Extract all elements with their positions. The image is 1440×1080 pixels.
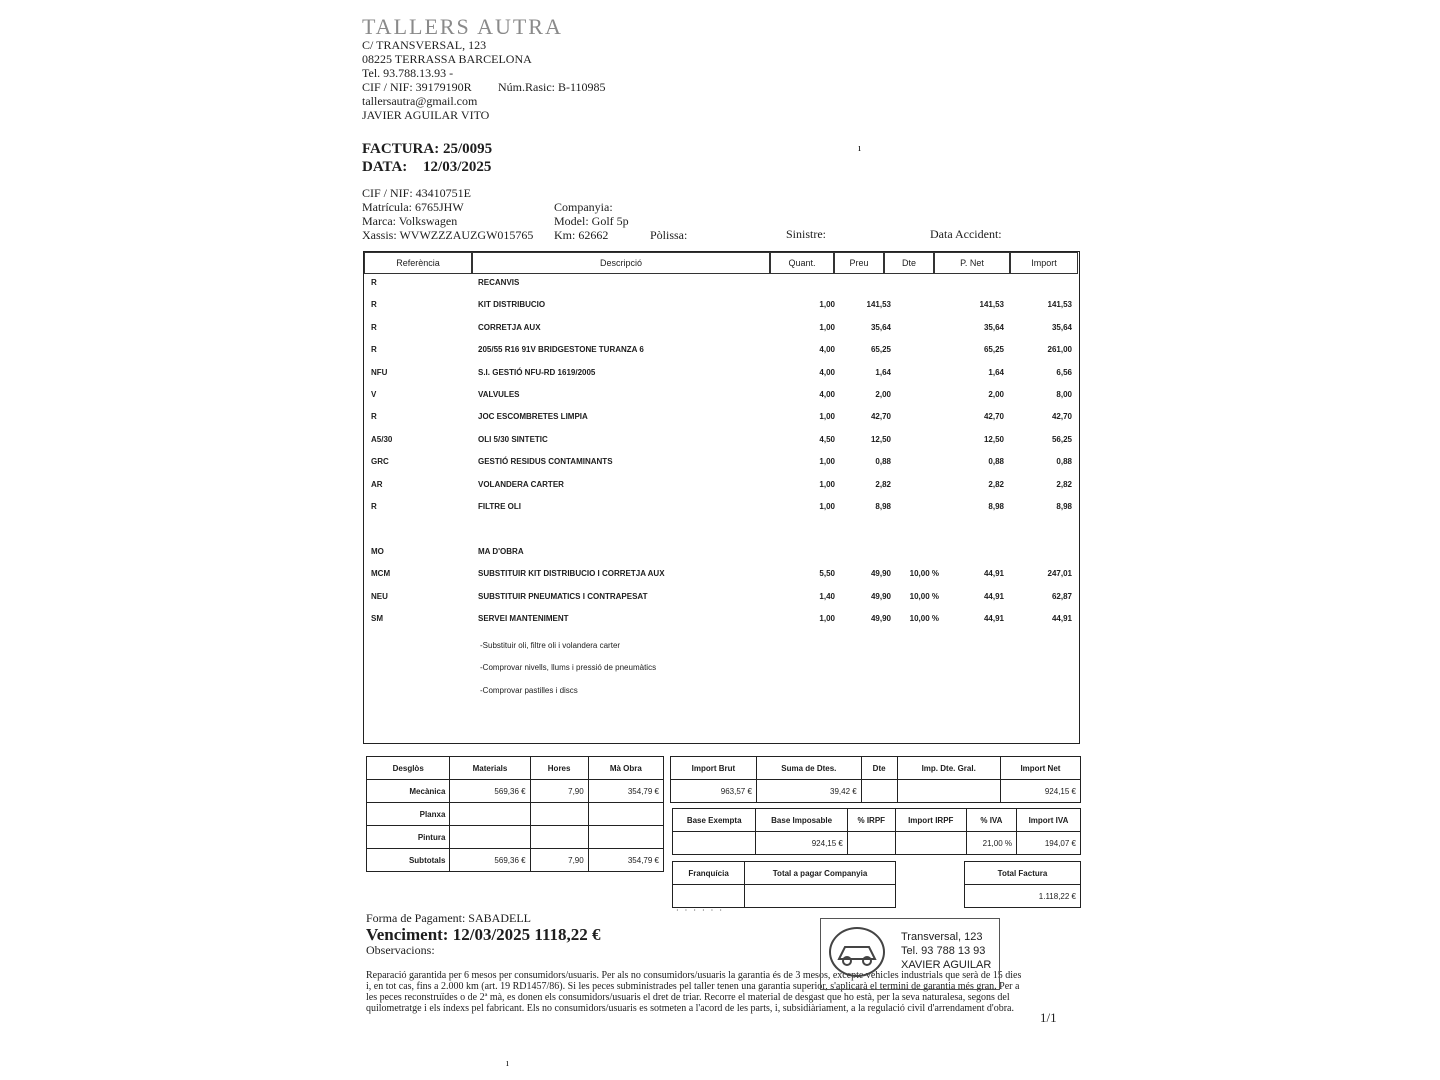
breakdown-label: Subtotals — [367, 849, 450, 872]
general-discount — [897, 780, 1000, 803]
totals-header: Suma de Dtes. — [756, 757, 861, 780]
item-description: CORRETJA AUX — [478, 322, 541, 332]
stray-mark: ı — [858, 142, 862, 154]
item-import: 141,53 — [1047, 300, 1072, 310]
breakdown-header: Desglòs — [367, 757, 450, 780]
item-net-price: 44,91 — [983, 614, 1004, 623]
breakdown-row — [367, 780, 664, 803]
claim-label: Sinistre: — [786, 227, 827, 241]
breakdown-header: Hores — [530, 757, 588, 780]
franchise-header: Total a pagar Companyia — [745, 862, 896, 885]
company-phone: Tel. 93.788.13.93 - — [362, 66, 454, 80]
item-price: 1,64 — [875, 367, 891, 377]
item-description: FILTRE OLI — [478, 502, 521, 511]
vat-amount: 194,07 € — [1017, 832, 1081, 855]
stamp-phone: Tel. 93 788 13 93 — [901, 945, 986, 957]
item-reference: V — [371, 390, 377, 399]
tax-header-row — [673, 809, 1081, 832]
vat-percent: 21,00 % — [966, 832, 1016, 855]
payment-method: Forma de Pagament: SABADELL — [366, 911, 531, 925]
breakdown-materials: 569,36 € — [450, 780, 530, 803]
company-email: tallersautra@gmail.com — [362, 94, 478, 108]
header-net-price: P. Net — [934, 252, 1010, 274]
breakdown-labor: 354,79 € — [588, 849, 663, 872]
item-price: 141,53 — [866, 300, 891, 310]
item-reference: AR — [371, 479, 383, 489]
item-quantity: 4,00 — [819, 390, 835, 399]
breakdown-materials — [450, 803, 530, 826]
item-import: 261,00 — [1047, 345, 1072, 355]
company-cif: CIF / NIF: 39179190R — [362, 80, 472, 94]
dots-mark: · · · · · · — [676, 906, 724, 915]
breakdown-labor: 354,79 € — [588, 780, 663, 803]
item-import: 8,00 — [1056, 390, 1072, 399]
breakdown-materials: 569,36 € — [450, 849, 530, 872]
total-header: Total Factura — [965, 862, 1081, 885]
taxable-base: 924,15 € — [756, 832, 848, 855]
observations-label: Observacions: — [366, 943, 435, 957]
header-reference: Referència — [364, 252, 472, 274]
breakdown-hours: 7,90 — [530, 780, 588, 803]
item-quantity: 5,50 — [819, 569, 835, 579]
breakdown-hours: 7,90 — [530, 849, 588, 872]
item-row — [364, 368, 1079, 382]
item-row — [364, 412, 1079, 426]
exempt-base — [673, 832, 756, 855]
item-row — [364, 300, 1079, 314]
item-net-price: 8,98 — [988, 502, 1004, 511]
tax-header: Base Exempta — [673, 809, 756, 832]
item-reference: SM — [371, 614, 383, 623]
item-price: 12,50 — [870, 434, 891, 444]
breakdown-row — [367, 826, 664, 849]
breakdown-table — [366, 756, 664, 872]
item-reference: A5/30 — [371, 434, 393, 444]
item-price: 42,70 — [870, 412, 891, 422]
irpf-percent — [847, 832, 895, 855]
item-description: KIT DISTRIBUCIO — [478, 300, 546, 310]
item-import: 35,64 — [1051, 322, 1072, 332]
stray-mark: ı — [506, 1058, 509, 1069]
item-price: 49,90 — [870, 591, 891, 601]
item-import: 8,98 — [1056, 502, 1072, 511]
discount-sum: 39,42 € — [756, 780, 861, 803]
totals-header-row — [671, 757, 1081, 780]
policy-label: Pòlissa: — [650, 228, 688, 242]
vehicle-plate: Matrícula: 6765JHW — [362, 200, 464, 214]
item-net-price: 0,88 — [988, 457, 1004, 467]
breakdown-header: Materials — [450, 757, 530, 780]
invoice-date-line — [362, 159, 491, 176]
breakdown-label: Planxa — [367, 803, 450, 826]
item-quantity: 4,00 — [819, 345, 835, 355]
tax-header: Import IVA — [1017, 809, 1081, 832]
discount-percent — [861, 780, 897, 803]
header-description: Descripció — [472, 252, 770, 274]
totals-header: Import Brut — [671, 757, 757, 780]
item-price: 2,82 — [875, 479, 891, 489]
tax-header: Import IRPF — [895, 809, 966, 832]
item-quantity: 1,00 — [819, 502, 835, 511]
item-import: 247,01 — [1047, 569, 1072, 579]
item-quantity: 1,00 — [819, 457, 835, 467]
item-price: 49,90 — [870, 614, 891, 623]
item-row — [364, 390, 1079, 404]
invoice-number-line — [362, 141, 492, 158]
item-import: 44,91 — [1051, 614, 1072, 623]
item-quantity: 1,00 — [819, 412, 835, 422]
stamp-address: Transversal, 123 — [901, 931, 983, 943]
item-reference: R — [371, 322, 377, 332]
item-reference: R — [371, 278, 377, 287]
total-table — [964, 861, 1081, 908]
item-row — [364, 547, 1079, 561]
company-stamp — [820, 918, 1000, 990]
item-row — [364, 569, 1079, 583]
item-price: 8,98 — [875, 502, 891, 511]
item-import: 42,70 — [1051, 412, 1072, 422]
item-price: 0,88 — [875, 457, 891, 467]
item-quantity: 1,00 — [819, 614, 835, 623]
breakdown-row — [367, 849, 664, 872]
item-import: 0,88 — [1056, 457, 1072, 467]
item-net-price: 44,91 — [983, 591, 1004, 601]
item-quantity: 1,00 — [819, 322, 835, 332]
franchise-amount — [673, 885, 745, 908]
item-quantity: 1,00 — [819, 300, 835, 310]
breakdown-header-row — [367, 757, 664, 780]
total-amount: 1.118,22 € — [965, 885, 1081, 908]
accident-date-label: Data Accident: — [930, 227, 1002, 241]
header-quantity: Quant. — [770, 252, 834, 274]
company-payable — [745, 885, 896, 908]
insurance-company: Companyia: — [554, 200, 613, 214]
item-net-price: 2,00 — [988, 390, 1004, 399]
irpf-amount — [895, 832, 966, 855]
item-reference: R — [371, 345, 377, 355]
invoice-number-label: FACTURA: — [362, 141, 440, 157]
tax-table — [672, 808, 1081, 855]
item-net-price: 44,91 — [983, 569, 1004, 579]
client-cif: CIF / NIF: 43410751E — [362, 186, 472, 200]
totals-header: Dte — [861, 757, 897, 780]
item-row — [364, 345, 1079, 359]
item-row — [364, 480, 1079, 494]
tax-header: % IRPF — [847, 809, 895, 832]
item-reference: NFU — [371, 367, 388, 377]
item-description: VALVULES — [478, 390, 520, 399]
invoice-date-label: DATA: — [362, 159, 408, 175]
item-description: 205/55 R16 91V BRIDGESTONE TURANZA 6 — [478, 345, 644, 355]
company-city: 08225 TERRASSA BARCELONA — [362, 52, 532, 66]
item-discount: 10,00 % — [909, 591, 939, 601]
totals-value-row — [671, 780, 1081, 803]
item-row — [364, 614, 1079, 628]
item-row — [364, 502, 1079, 516]
company-address: C/ TRANSVERSAL, 123 — [362, 38, 487, 52]
item-net-price: 35,64 — [983, 322, 1004, 332]
company-owner: JAVIER AGUILAR VITO — [362, 108, 490, 122]
header-price: Preu — [834, 252, 884, 274]
franchise-table — [672, 861, 896, 908]
item-description: S.I. GESTIÓ NFU-RD 1619/2005 — [478, 367, 596, 377]
breakdown-hours — [530, 803, 588, 826]
totals-table — [670, 756, 1081, 803]
invoice-number: 25/0095 — [442, 141, 493, 157]
item-reference: R — [371, 412, 377, 422]
item-row — [364, 323, 1079, 337]
breakdown-hours — [530, 826, 588, 849]
item-price: 35,64 — [870, 322, 891, 332]
item-net-price: 65,25 — [983, 345, 1004, 355]
item-description: VOLANDERA CARTER — [478, 479, 564, 489]
item-description: GESTIÓ RESIDUS CONTAMINANTS — [478, 457, 613, 467]
item-import: 56,25 — [1051, 434, 1072, 444]
item-net-price: 1,64 — [988, 367, 1004, 377]
item-quantity: 1,40 — [819, 591, 835, 601]
item-import: 6,56 — [1056, 367, 1072, 377]
item-price: 65,25 — [870, 345, 891, 355]
item-description: JOC ESCOMBRETES LIMPIA — [478, 412, 588, 422]
item-reference: R — [371, 300, 377, 310]
item-reference: MCM — [371, 569, 391, 579]
gross-amount: 963,57 € — [671, 780, 757, 803]
work-note: -Comprovar pastilles i discs — [480, 686, 578, 695]
franchise-header: Franquícia — [673, 862, 745, 885]
breakdown-label: Mecànica — [367, 780, 450, 803]
item-import: 62,87 — [1051, 591, 1072, 601]
item-net-price: 42,70 — [983, 412, 1004, 422]
item-net-price: 12,50 — [983, 434, 1004, 444]
company-name: TALLERS AUTRA — [362, 14, 563, 39]
breakdown-label: Pintura — [367, 826, 450, 849]
item-row — [364, 435, 1079, 449]
item-reference: R — [371, 502, 377, 511]
franchise-header-row — [673, 862, 896, 885]
item-quantity: 1,00 — [819, 479, 835, 489]
due-date-amount: Venciment: 12/03/2025 1118,22 € — [366, 925, 601, 944]
stamp-owner: XAVIER AGUILAR — [901, 959, 992, 971]
item-description: OLI 5/30 SINTETIC — [478, 434, 548, 444]
stamp-logo-icon — [829, 927, 885, 977]
totals-header: Imp. Dte. Gral. — [897, 757, 1000, 780]
breakdown-header: Mà Obra — [588, 757, 663, 780]
item-discount: 10,00 % — [909, 614, 939, 623]
item-reference: GRC — [371, 457, 389, 467]
tax-header: Base Imposable — [756, 809, 848, 832]
net-amount: 924,15 € — [1000, 780, 1080, 803]
tax-header: % IVA — [966, 809, 1016, 832]
vehicle-chassis: Xassis: WVWZZZAUZGW015765 — [362, 228, 534, 242]
header-discount: Dte — [884, 252, 934, 274]
item-net-price: 2,82 — [988, 479, 1004, 489]
header-import: Import — [1010, 252, 1078, 274]
invoice-date: 12/03/2025 — [423, 159, 492, 175]
vehicle-brand: Marca: Volkswagen — [362, 214, 458, 228]
item-reference: NEU — [371, 591, 388, 601]
breakdown-labor — [588, 826, 663, 849]
item-description: SUBSTITUIR KIT DISTRIBUCIO I CORRETJA AUX — [478, 569, 665, 579]
vehicle-km: Km: 62662 — [554, 228, 609, 242]
page-number: 1/1 — [1040, 1010, 1057, 1025]
item-quantity: 4,00 — [819, 367, 835, 377]
item-row — [364, 457, 1079, 471]
item-description: MA D'OBRA — [478, 546, 524, 556]
totals-header: Import Net — [1000, 757, 1080, 780]
work-note: -Substituir oli, filtre oli i volandera carter — [480, 641, 621, 650]
item-price: 2,00 — [875, 390, 891, 399]
company-registry: Núm.Rasic: B-110985 — [498, 80, 606, 94]
item-row — [364, 524, 1079, 538]
breakdown-materials — [450, 826, 530, 849]
franchise-value-row — [673, 885, 896, 908]
item-price: 49,90 — [870, 569, 891, 579]
item-discount: 10,00 % — [909, 569, 939, 579]
vehicle-model: Model: Golf 5p — [554, 214, 629, 228]
item-row — [364, 592, 1079, 606]
item-net-price: 141,53 — [979, 300, 1004, 310]
breakdown-labor — [588, 803, 663, 826]
item-row — [364, 278, 1079, 292]
tax-value-row — [673, 832, 1081, 855]
warranty-text: Reparació garantida per 6 mesos per consumidors/usuaris. Per als no consumidors/usuaris la garantia és de 3 mesos, excepte vehicles industrials que serà de 15 dies i, en tot cas, fins a 2.000 km (art. 19 RD1457/86). Si les peces subministrades pel taller tenen una garantia superior, s'aplicarà el termini de garantia més gran. Per a les peces reconstruïdes o de 2ª mà, es donen els consumidors/usuaris el dret de triar. Recorre el material de desgast que ho està, per la seva naturalesa, segons del quilometratge i els índexs pel fabricant. Els no consumidors/usuaris es sotmeten a l'acord de les parts, i, subsidiàriament, a la regulació civil d'arrendament d'obra. — [366, 970, 1022, 1014]
item-quantity: 4,50 — [819, 434, 835, 444]
work-note: -Comprovar nivells, llums i pressió de pneumàtics — [480, 663, 657, 672]
items-table — [363, 251, 1080, 744]
item-reference: MO — [371, 546, 384, 556]
items-table-header — [364, 252, 1079, 274]
item-import: 2,82 — [1056, 479, 1072, 489]
item-description: SUBSTITUIR PNEUMATICS I CONTRAPESAT — [478, 591, 648, 601]
breakdown-row — [367, 803, 664, 826]
item-description: RECANVIS — [478, 278, 520, 287]
item-description: SERVEI MANTENIMENT — [478, 614, 569, 623]
